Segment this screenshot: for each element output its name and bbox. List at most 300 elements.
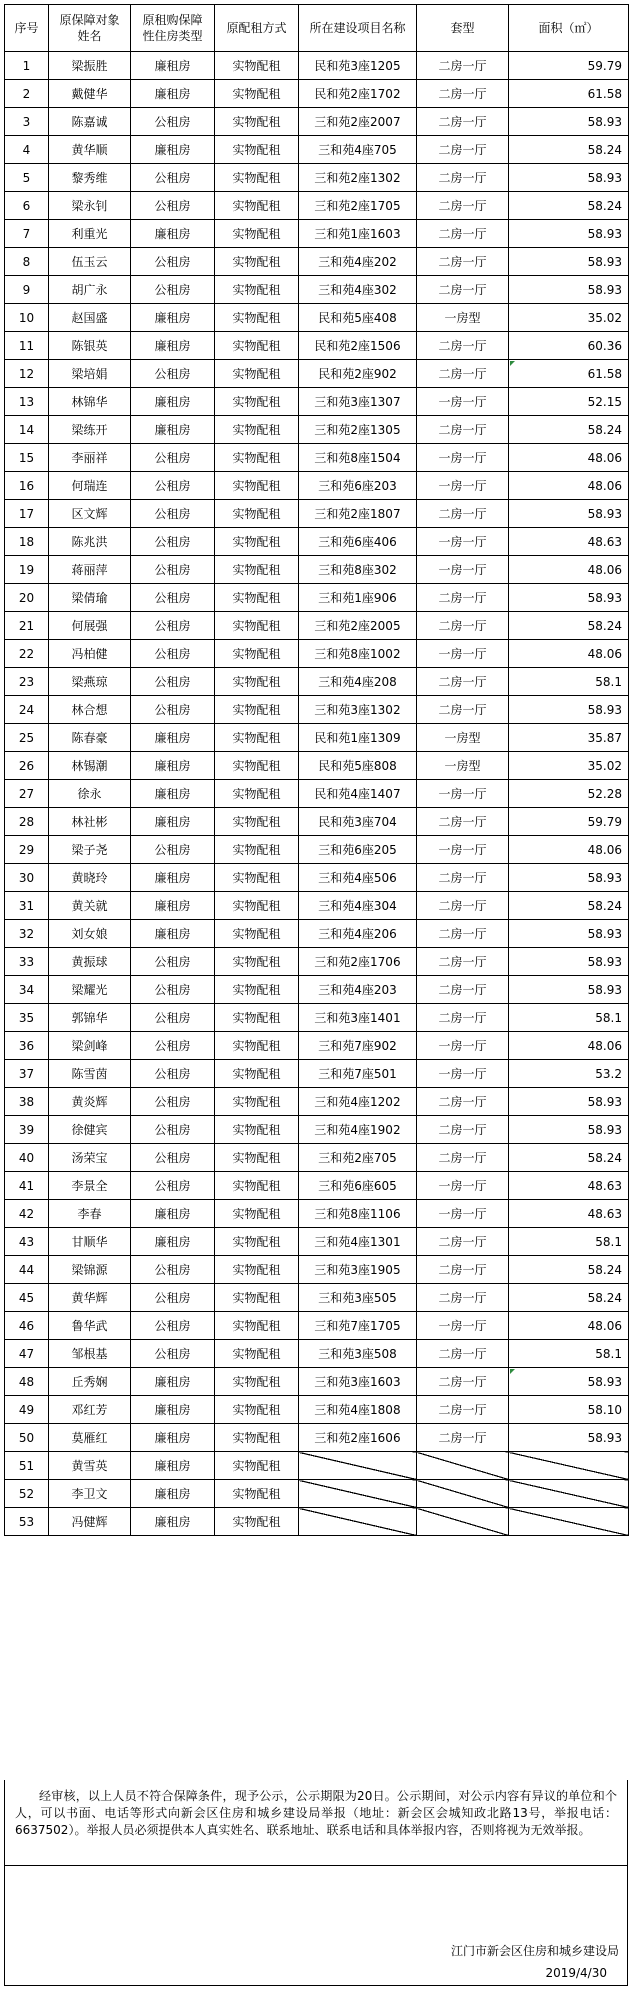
- row-allocation: 实物配租: [215, 80, 299, 108]
- row-project: 三和苑3座508: [299, 1340, 417, 1368]
- row-project-empty: [299, 1452, 417, 1480]
- row-index: 5: [5, 164, 49, 192]
- row-project: 民和苑4座1407: [299, 780, 417, 808]
- row-housing-type: 廉租房: [131, 808, 215, 836]
- row-housing-type: 公租房: [131, 444, 215, 472]
- row-name: 梁剑峰: [49, 1032, 131, 1060]
- corner-mark: [510, 1369, 515, 1374]
- row-area: 48.06: [509, 640, 629, 668]
- row-area: 58.93: [509, 920, 629, 948]
- row-allocation: 实物配租: [215, 304, 299, 332]
- row-project: 三和苑4座1202: [299, 1088, 417, 1116]
- row-housing-type: 廉租房: [131, 52, 215, 80]
- row-index: 30: [5, 864, 49, 892]
- row-project: 三和苑6座203: [299, 472, 417, 500]
- row-area: 52.15: [509, 388, 629, 416]
- row-allocation: 实物配租: [215, 724, 299, 752]
- row-name: 黄炎辉: [49, 1088, 131, 1116]
- row-name: 陈银英: [49, 332, 131, 360]
- row-housing-type: 廉租房: [131, 724, 215, 752]
- row-area: 35.02: [509, 752, 629, 780]
- row-name: 何展强: [49, 612, 131, 640]
- col-header-name-line2: 姓名: [77, 29, 102, 43]
- table-row: [5, 360, 629, 388]
- row-housing-type: 公租房: [131, 248, 215, 276]
- row-unit-type: 二房一厅: [417, 1256, 509, 1284]
- row-name: 徐健宾: [49, 1116, 131, 1144]
- row-project: 三和苑4座506: [299, 864, 417, 892]
- row-index: 40: [5, 1144, 49, 1172]
- table-row: [5, 304, 629, 332]
- col-header-unit-type: 套型: [417, 5, 509, 52]
- row-unit-type: 二房一厅: [417, 136, 509, 164]
- row-housing-type: 公租房: [131, 1032, 215, 1060]
- row-index: 19: [5, 556, 49, 584]
- row-allocation: 实物配租: [215, 192, 299, 220]
- row-area-empty: [509, 1480, 629, 1508]
- row-name: 林合想: [49, 696, 131, 724]
- row-index: 18: [5, 528, 49, 556]
- row-unit-type: 二房一厅: [417, 668, 509, 696]
- table-row: [5, 640, 629, 668]
- row-unit-type: 一房一厅: [417, 836, 509, 864]
- row-housing-type: 廉租房: [131, 136, 215, 164]
- row-index: 49: [5, 1396, 49, 1424]
- table-row: [5, 864, 629, 892]
- row-unit-type: 二房一厅: [417, 248, 509, 276]
- notice-paragraph: 经审核，以上人员不符合保障条件，现予公示，公示期限为20日。公示期间，对公示内容有异议的单位和个人，可以书面、电话等形式向新会区住房和城乡建设局举报（地址：新会区会城知政北路13号，举报电话：6637502）。举报人员必须提供本人真实姓名、联系地址、联系电话和具体举报内容，否则将视为无效举报。: [4, 1780, 628, 1866]
- row-area: 48.63: [509, 528, 629, 556]
- row-name: 梁锦源: [49, 1256, 131, 1284]
- table-row: [5, 1032, 629, 1060]
- row-allocation: 实物配租: [215, 1032, 299, 1060]
- row-housing-type: 公租房: [131, 584, 215, 612]
- row-allocation: 实物配租: [215, 1508, 299, 1536]
- table-row: [5, 1368, 629, 1396]
- row-project: 三和苑3座1603: [299, 1368, 417, 1396]
- row-name: 李景全: [49, 1172, 131, 1200]
- table-row: [5, 920, 629, 948]
- row-project: 三和苑7座1705: [299, 1312, 417, 1340]
- row-index: 33: [5, 948, 49, 976]
- table-row: [5, 1256, 629, 1284]
- row-name: 赵国盛: [49, 304, 131, 332]
- row-area: 58.24: [509, 136, 629, 164]
- row-name: 戴健华: [49, 80, 131, 108]
- row-allocation: 实物配租: [215, 1312, 299, 1340]
- row-housing-type: 廉租房: [131, 1424, 215, 1452]
- row-area: 58.93: [509, 584, 629, 612]
- row-unit-type: 二房一厅: [417, 612, 509, 640]
- row-index: 52: [5, 1480, 49, 1508]
- row-housing-type: 廉租房: [131, 1396, 215, 1424]
- row-unit-type: 一房一厅: [417, 388, 509, 416]
- row-area: 58.24: [509, 612, 629, 640]
- row-unit-type: 二房一厅: [417, 1340, 509, 1368]
- row-area: 58.93: [509, 108, 629, 136]
- row-project: 三和苑2座1706: [299, 948, 417, 976]
- row-area: 58.1: [509, 1228, 629, 1256]
- row-project: 三和苑3座1401: [299, 1004, 417, 1032]
- row-allocation: 实物配租: [215, 500, 299, 528]
- row-allocation: 实物配租: [215, 1144, 299, 1172]
- row-allocation: 实物配租: [215, 52, 299, 80]
- row-name: 黄关就: [49, 892, 131, 920]
- row-housing-type: 公租房: [131, 192, 215, 220]
- row-name: 蒋丽萍: [49, 556, 131, 584]
- row-index: 47: [5, 1340, 49, 1368]
- row-index: 12: [5, 360, 49, 388]
- row-housing-type: 公租房: [131, 1088, 215, 1116]
- row-index: 8: [5, 248, 49, 276]
- table-row: [5, 724, 629, 752]
- row-area: 58.93: [509, 248, 629, 276]
- row-allocation: 实物配租: [215, 248, 299, 276]
- row-allocation: 实物配租: [215, 1368, 299, 1396]
- table-row: [5, 1452, 629, 1480]
- row-housing-type: 公租房: [131, 556, 215, 584]
- row-project: 民和苑2座1506: [299, 332, 417, 360]
- row-name: 李卫文: [49, 1480, 131, 1508]
- row-allocation: 实物配租: [215, 1116, 299, 1144]
- row-area: 59.79: [509, 808, 629, 836]
- row-unit-type: 二房一厅: [417, 1228, 509, 1256]
- table-header: [5, 5, 629, 52]
- table-row: [5, 332, 629, 360]
- row-area-empty: [509, 1508, 629, 1536]
- row-allocation: 实物配租: [215, 612, 299, 640]
- row-project: 三和苑6座605: [299, 1172, 417, 1200]
- row-area: 48.06: [509, 1032, 629, 1060]
- table-row: [5, 1200, 629, 1228]
- row-allocation: 实物配租: [215, 1172, 299, 1200]
- row-name: 梁倩瑜: [49, 584, 131, 612]
- row-housing-type: 廉租房: [131, 1368, 215, 1396]
- row-unit-type: 一房一厅: [417, 472, 509, 500]
- row-housing-type: 公租房: [131, 1060, 215, 1088]
- row-name: 黄晓玲: [49, 864, 131, 892]
- table-row: [5, 1312, 629, 1340]
- row-allocation: 实物配租: [215, 220, 299, 248]
- row-unit-type: 二房一厅: [417, 1424, 509, 1452]
- col-header-name-line1: 原保障对象: [59, 13, 120, 27]
- table-row: [5, 696, 629, 724]
- table-row: [5, 80, 629, 108]
- table-row: [5, 472, 629, 500]
- row-project: 三和苑1座906: [299, 584, 417, 612]
- row-area: 35.02: [509, 304, 629, 332]
- row-area: 58.24: [509, 1256, 629, 1284]
- row-name: 李春: [49, 1200, 131, 1228]
- row-housing-type: 公租房: [131, 472, 215, 500]
- table-row: [5, 948, 629, 976]
- row-name: 鲁华武: [49, 1312, 131, 1340]
- col-header-housing-type: [131, 5, 215, 52]
- row-project: 三和苑4座1808: [299, 1396, 417, 1424]
- row-name: 梁永钊: [49, 192, 131, 220]
- table-row: [5, 668, 629, 696]
- row-unit-type: 二房一厅: [417, 696, 509, 724]
- row-project: 三和苑2座1807: [299, 500, 417, 528]
- row-unit-type: 一房一厅: [417, 1172, 509, 1200]
- row-unit-type-empty: [417, 1480, 509, 1508]
- row-allocation: 实物配租: [215, 332, 299, 360]
- row-allocation: 实物配租: [215, 696, 299, 724]
- row-allocation: 实物配租: [215, 920, 299, 948]
- row-housing-type: 公租房: [131, 528, 215, 556]
- row-project: 三和苑3座1302: [299, 696, 417, 724]
- row-name: 汤荣宝: [49, 1144, 131, 1172]
- row-index: 48: [5, 1368, 49, 1396]
- row-area: 48.63: [509, 1172, 629, 1200]
- row-unit-type: 二房一厅: [417, 948, 509, 976]
- row-index: 2: [5, 80, 49, 108]
- table-row: [5, 1088, 629, 1116]
- row-area: 58.1: [509, 1004, 629, 1032]
- row-unit-type: 一房型: [417, 304, 509, 332]
- table-row: [5, 1004, 629, 1032]
- row-project-empty: [299, 1508, 417, 1536]
- row-allocation: 实物配租: [215, 1004, 299, 1032]
- row-housing-type: 公租房: [131, 1256, 215, 1284]
- row-index: 36: [5, 1032, 49, 1060]
- row-housing-type: 公租房: [131, 696, 215, 724]
- row-housing-type: 廉租房: [131, 1228, 215, 1256]
- row-project: 民和苑3座704: [299, 808, 417, 836]
- row-project: 三和苑6座205: [299, 836, 417, 864]
- row-unit-type: 二房一厅: [417, 1368, 509, 1396]
- table-row: [5, 976, 629, 1004]
- row-index: 6: [5, 192, 49, 220]
- row-allocation: 实物配租: [215, 948, 299, 976]
- row-project: 三和苑4座206: [299, 920, 417, 948]
- row-name: 梁耀光: [49, 976, 131, 1004]
- row-housing-type: 廉租房: [131, 1452, 215, 1480]
- row-unit-type: 一房一厅: [417, 1060, 509, 1088]
- row-index: 28: [5, 808, 49, 836]
- row-unit-type: 二房一厅: [417, 892, 509, 920]
- row-housing-type: 廉租房: [131, 892, 215, 920]
- row-project: 三和苑4座202: [299, 248, 417, 276]
- row-project: 三和苑3座505: [299, 1284, 417, 1312]
- row-unit-type: 二房一厅: [417, 1004, 509, 1032]
- row-name: 徐永: [49, 780, 131, 808]
- row-project: 三和苑3座1307: [299, 388, 417, 416]
- row-project: 三和苑4座302: [299, 276, 417, 304]
- row-index: 16: [5, 472, 49, 500]
- row-index: 32: [5, 920, 49, 948]
- row-housing-type: 廉租房: [131, 1480, 215, 1508]
- row-unit-type: 二房一厅: [417, 1088, 509, 1116]
- row-area: 58.24: [509, 1144, 629, 1172]
- col-header-allocation: 原配租方式: [215, 5, 299, 52]
- row-project: 三和苑2座2007: [299, 108, 417, 136]
- row-index: 43: [5, 1228, 49, 1256]
- row-name: 梁振胜: [49, 52, 131, 80]
- row-index: 4: [5, 136, 49, 164]
- row-allocation: 实物配租: [215, 1284, 299, 1312]
- row-index: 21: [5, 612, 49, 640]
- table-row: [5, 1144, 629, 1172]
- table-row: [5, 444, 629, 472]
- corner-mark: [510, 361, 515, 366]
- row-index: 27: [5, 780, 49, 808]
- row-project: 三和苑2座2005: [299, 612, 417, 640]
- row-unit-type: 二房一厅: [417, 584, 509, 612]
- row-index: 10: [5, 304, 49, 332]
- row-name: 莫雁红: [49, 1424, 131, 1452]
- row-area: 61.58: [509, 80, 629, 108]
- row-index: 31: [5, 892, 49, 920]
- row-area: 58.93: [509, 164, 629, 192]
- row-area: 58.93: [509, 500, 629, 528]
- col-header-type-line2: 性住房类型: [142, 29, 203, 43]
- row-area: 58.10: [509, 1396, 629, 1424]
- table-row: [5, 1340, 629, 1368]
- row-name: 丘秀娴: [49, 1368, 131, 1396]
- row-project: 民和苑1座1309: [299, 724, 417, 752]
- row-area: 48.06: [509, 1312, 629, 1340]
- row-project: 民和苑2座902: [299, 360, 417, 388]
- row-allocation: 实物配租: [215, 640, 299, 668]
- row-name: 李丽祥: [49, 444, 131, 472]
- row-unit-type: 二房一厅: [417, 332, 509, 360]
- table-row: [5, 108, 629, 136]
- row-allocation: 实物配租: [215, 976, 299, 1004]
- row-project: 三和苑8座1504: [299, 444, 417, 472]
- row-housing-type: 廉租房: [131, 1200, 215, 1228]
- row-project: 三和苑4座304: [299, 892, 417, 920]
- row-index: 46: [5, 1312, 49, 1340]
- row-area: 58.24: [509, 1284, 629, 1312]
- table-row: [5, 1060, 629, 1088]
- table-row: [5, 1480, 629, 1508]
- row-name: 何瑞连: [49, 472, 131, 500]
- row-unit-type: 二房一厅: [417, 164, 509, 192]
- row-allocation: 实物配租: [215, 164, 299, 192]
- row-index: 11: [5, 332, 49, 360]
- col-header-project: 所在建设项目名称: [299, 5, 417, 52]
- table-body: [5, 52, 629, 1536]
- row-allocation: 实物配租: [215, 780, 299, 808]
- header-row: [5, 5, 629, 52]
- row-unit-type: 一房一厅: [417, 1200, 509, 1228]
- row-allocation: 实物配租: [215, 1088, 299, 1116]
- table-row: [5, 528, 629, 556]
- row-area: 58.1: [509, 668, 629, 696]
- row-allocation: 实物配租: [215, 108, 299, 136]
- table-row: [5, 500, 629, 528]
- publicity-table: [4, 4, 629, 1536]
- row-area: 58.24: [509, 192, 629, 220]
- table-row: [5, 1172, 629, 1200]
- row-allocation: 实物配租: [215, 388, 299, 416]
- row-project: 三和苑7座501: [299, 1060, 417, 1088]
- table-row: [5, 1116, 629, 1144]
- row-unit-type: 一房一厅: [417, 1032, 509, 1060]
- row-area: 58.93: [509, 1368, 629, 1396]
- row-unit-type: 二房一厅: [417, 500, 509, 528]
- row-project: 民和苑2座1702: [299, 80, 417, 108]
- row-area: 58.93: [509, 696, 629, 724]
- table-row: [5, 1424, 629, 1452]
- row-area: 58.93: [509, 1116, 629, 1144]
- row-unit-type: 二房一厅: [417, 52, 509, 80]
- row-index: 13: [5, 388, 49, 416]
- row-unit-type: 二房一厅: [417, 1284, 509, 1312]
- row-index: 38: [5, 1088, 49, 1116]
- col-header-index: 序号: [5, 5, 49, 52]
- row-name: 陈春豪: [49, 724, 131, 752]
- row-housing-type: 廉租房: [131, 780, 215, 808]
- row-project: 三和苑2座1606: [299, 1424, 417, 1452]
- row-name: 梁燕琼: [49, 668, 131, 696]
- issuing-organization: 江门市新会区住房和城乡建设局: [450, 1944, 619, 1958]
- row-area: 58.24: [509, 892, 629, 920]
- row-allocation: 实物配租: [215, 472, 299, 500]
- table-row: [5, 276, 629, 304]
- row-housing-type: 廉租房: [131, 864, 215, 892]
- row-project: 三和苑4座203: [299, 976, 417, 1004]
- row-name: 黎秀维: [49, 164, 131, 192]
- table-row: [5, 780, 629, 808]
- row-name: 黄华辉: [49, 1284, 131, 1312]
- row-name: 郭锦华: [49, 1004, 131, 1032]
- row-housing-type: 廉租房: [131, 304, 215, 332]
- row-index: 26: [5, 752, 49, 780]
- row-housing-type: 廉租房: [131, 752, 215, 780]
- row-housing-type: 公租房: [131, 1284, 215, 1312]
- footer-block: [4, 1866, 628, 1986]
- row-index: 34: [5, 976, 49, 1004]
- table-row: [5, 52, 629, 80]
- row-name: 邹根基: [49, 1340, 131, 1368]
- row-name: 甘顺华: [49, 1228, 131, 1256]
- row-allocation: 实物配租: [215, 584, 299, 612]
- row-housing-type: 公租房: [131, 164, 215, 192]
- row-index: 23: [5, 668, 49, 696]
- row-project: 三和苑8座302: [299, 556, 417, 584]
- row-index: 25: [5, 724, 49, 752]
- row-housing-type: 公租房: [131, 948, 215, 976]
- row-unit-type: 一房型: [417, 724, 509, 752]
- row-index: 51: [5, 1452, 49, 1480]
- col-header-type-line1: 原租购保障: [142, 13, 203, 27]
- row-area: 58.93: [509, 1088, 629, 1116]
- row-name: 陈雪茵: [49, 1060, 131, 1088]
- row-area: 48.63: [509, 1200, 629, 1228]
- row-name: 林锡潮: [49, 752, 131, 780]
- row-index: 14: [5, 416, 49, 444]
- row-housing-type: 廉租房: [131, 388, 215, 416]
- table-row: [5, 164, 629, 192]
- row-name: 胡广永: [49, 276, 131, 304]
- row-index: 15: [5, 444, 49, 472]
- row-unit-type: 二房一厅: [417, 864, 509, 892]
- row-area: 58.93: [509, 864, 629, 892]
- row-project: 三和苑8座1002: [299, 640, 417, 668]
- row-index: 7: [5, 220, 49, 248]
- row-housing-type: 公租房: [131, 1312, 215, 1340]
- row-unit-type-empty: [417, 1508, 509, 1536]
- row-name: 邓红芳: [49, 1396, 131, 1424]
- row-area: 58.93: [509, 220, 629, 248]
- issue-date: 2019/4/30: [545, 1966, 607, 1980]
- row-name: 梁练开: [49, 416, 131, 444]
- table-row: [5, 808, 629, 836]
- table-row: [5, 192, 629, 220]
- row-project: 三和苑2座705: [299, 1144, 417, 1172]
